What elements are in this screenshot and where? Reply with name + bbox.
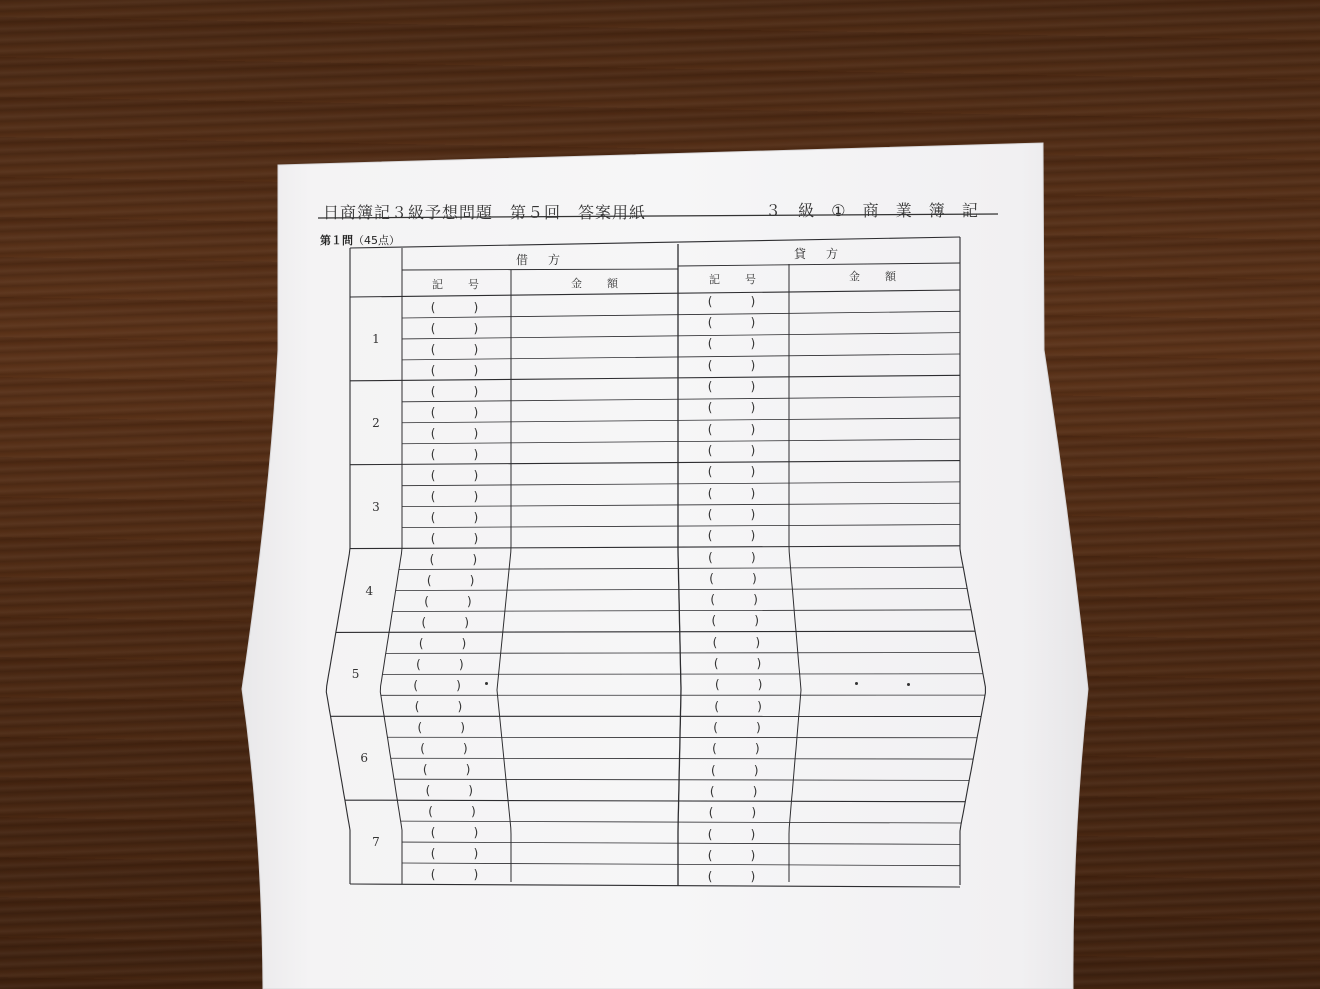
question-number: 7 — [372, 835, 380, 850]
credit-header: 貸 方 — [793, 247, 843, 261]
question-number: 1 — [372, 331, 380, 346]
row-line — [382, 674, 983, 675]
credit-code-cell[interactable]: ( ) — [706, 550, 758, 565]
ink-speck — [855, 682, 858, 685]
debit-code-cell[interactable]: ( ) — [425, 573, 476, 588]
credit-code-cell[interactable]: ( ) — [706, 486, 757, 501]
credit-code-cell[interactable]: ( ) — [712, 699, 764, 714]
row-line — [387, 737, 977, 738]
credit-code-cell[interactable]: ( ) — [712, 656, 763, 671]
question-number: 3 — [372, 499, 380, 514]
question-label — [320, 232, 400, 248]
question-title: 第１問 — [320, 234, 353, 247]
credit-code-cell[interactable]: ( ) — [706, 848, 757, 863]
credit-code-cell[interactable]: ( ) — [711, 635, 762, 650]
debit-code-header: 記 号 — [432, 278, 480, 291]
credit-code-cell[interactable]: ( ) — [706, 315, 757, 330]
credit-code-cell[interactable]: ( ) — [706, 294, 757, 309]
debit-code-cell[interactable]: ( ) — [415, 720, 467, 735]
debit-code-cell[interactable]: ( ) — [422, 594, 474, 609]
debit-code-cell[interactable]: ( ) — [417, 636, 468, 651]
ink-speck — [485, 682, 488, 685]
sheet-subject: ３ 級 ① 商 業 簿 記 — [765, 201, 984, 220]
debit-code-cell[interactable]: ( ) — [429, 867, 480, 882]
credit-code-cell[interactable]: ( ) — [706, 827, 757, 842]
credit-code-cell[interactable]: ( ) — [711, 720, 763, 735]
debit-code-cell[interactable]: ( ) — [429, 447, 480, 462]
credit-code-cell[interactable]: ( ) — [708, 784, 759, 799]
debit-code-cell[interactable]: ( ) — [424, 783, 475, 798]
credit-code-cell[interactable]: ( ) — [706, 869, 757, 884]
credit-code-cell[interactable]: ( ) — [710, 613, 761, 628]
debit-code-cell[interactable]: ( ) — [429, 342, 480, 357]
credit-code-cell[interactable]: ( ) — [713, 677, 764, 692]
question-number: 4 — [365, 583, 374, 598]
debit-code-cell[interactable]: ( ) — [429, 321, 480, 336]
debit-code-cell[interactable]: ( ) — [428, 552, 479, 567]
credit-code-cell[interactable]: ( ) — [709, 763, 760, 778]
debit-code-cell[interactable]: ( ) — [429, 405, 480, 420]
credit-code-cell[interactable]: ( ) — [707, 571, 759, 586]
question-points: （45点） — [353, 234, 400, 247]
credit-code-cell[interactable]: ( ) — [708, 592, 760, 607]
credit-amount-header: 金 額 — [849, 270, 897, 283]
debit-code-cell[interactable]: ( ) — [429, 363, 480, 378]
debit-code-cell[interactable]: ( ) — [429, 468, 480, 483]
debit-code-cell[interactable]: ( ) — [429, 426, 480, 441]
credit-code-cell[interactable]: ( ) — [706, 507, 757, 522]
credit-code-cell[interactable]: ( ) — [706, 464, 757, 479]
credit-code-cell[interactable]: ( ) — [706, 443, 757, 458]
debit-code-cell[interactable]: ( ) — [429, 510, 480, 525]
ink-speck — [907, 683, 910, 686]
credit-code-cell[interactable]: ( ) — [706, 400, 757, 415]
debit-code-cell[interactable]: ( ) — [420, 615, 471, 630]
debit-code-cell[interactable]: ( ) — [426, 804, 478, 819]
debit-code-cell[interactable]: ( ) — [421, 762, 472, 777]
debit-code-cell[interactable]: ( ) — [418, 741, 470, 756]
credit-code-cell[interactable]: ( ) — [706, 336, 757, 351]
debit-code-cell[interactable]: ( ) — [413, 699, 464, 714]
credit-code-cell[interactable]: ( ) — [707, 805, 758, 820]
question-number: 5 — [351, 667, 360, 682]
debit-code-cell[interactable]: ( ) — [411, 678, 463, 693]
debit-code-cell[interactable]: ( ) — [414, 657, 466, 672]
debit-code-cell[interactable]: ( ) — [429, 300, 480, 315]
debit-code-cell[interactable]: ( ) — [429, 489, 480, 504]
question-number: 6 — [360, 751, 369, 766]
credit-code-cell[interactable]: ( ) — [710, 741, 762, 756]
credit-code-header: 記 号 — [709, 273, 757, 286]
debit-header: 借 方 — [515, 253, 565, 267]
credit-code-cell[interactable]: ( ) — [706, 422, 757, 437]
debit-code-cell[interactable]: ( ) — [429, 846, 480, 861]
debit-code-cell[interactable]: ( ) — [429, 384, 480, 399]
debit-code-cell[interactable]: ( ) — [429, 825, 480, 840]
question-number: 2 — [372, 415, 380, 430]
credit-code-cell[interactable]: ( ) — [706, 358, 757, 373]
sheet-title: 日商簿記３級予想問題 第５回 答案用紙 — [323, 203, 647, 222]
debit-amount-header: 金 額 — [571, 277, 619, 290]
credit-code-cell[interactable]: ( ) — [706, 528, 757, 543]
debit-code-cell[interactable]: ( ) — [429, 531, 480, 546]
credit-code-cell[interactable]: ( ) — [706, 379, 757, 394]
